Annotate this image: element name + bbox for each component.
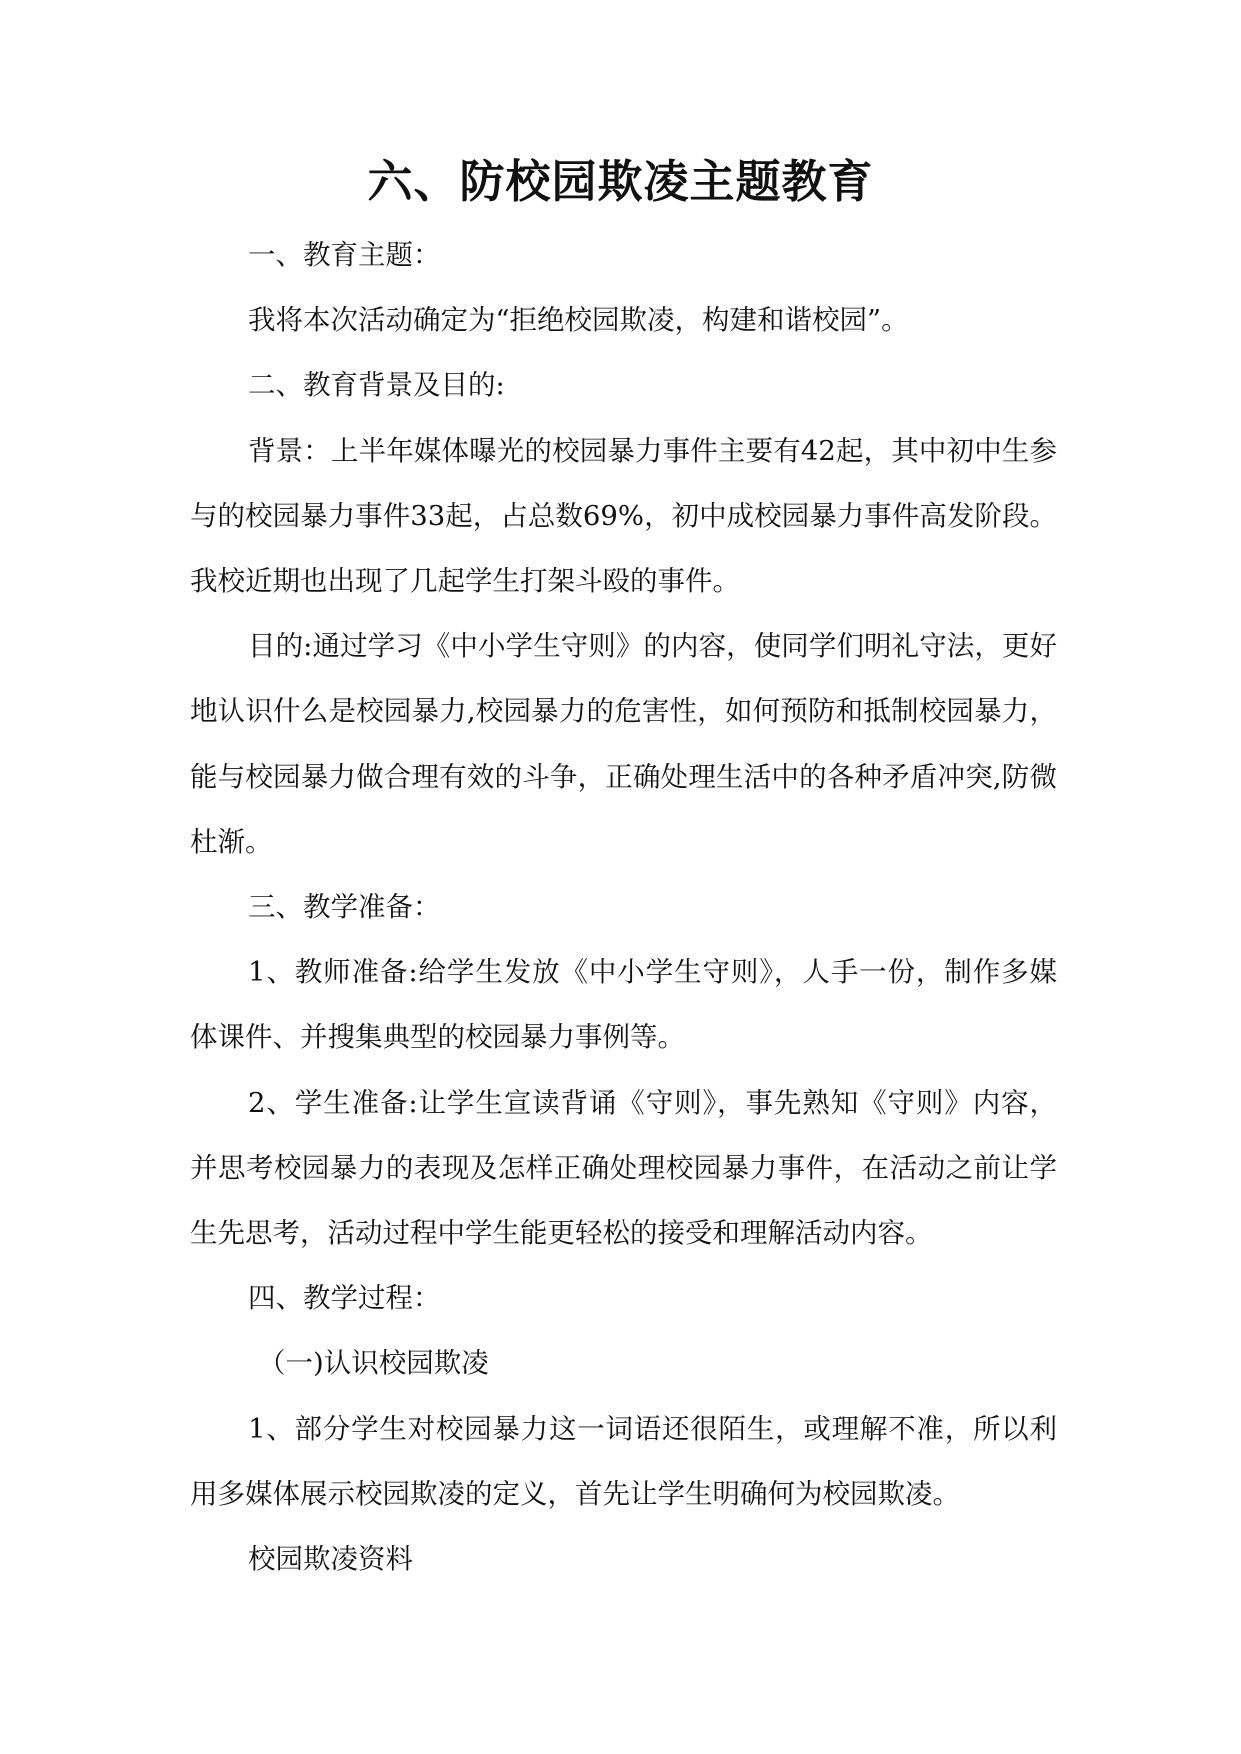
document-body xyxy=(190,223,1057,1592)
subheading-understand-bullying: （一)认识校园欺凌 xyxy=(258,1347,489,1380)
heading-teaching-preparation: 三、教学准备： xyxy=(248,891,441,924)
paragraph-bullying-definition: 1、部分学生对校园暴力这一词语还很陌生，或理解不准，所以利用多媒体展示校园欺凌的定义，首先让学生明确何为校园欺凌。 xyxy=(190,1412,1057,1510)
heading-education-theme: 一、教育主题： xyxy=(248,239,441,271)
heading-teaching-process: 四、教学过程： xyxy=(248,1282,441,1315)
paragraph-student-preparation: 2、学生准备:让学生宣读背诵《守则》，事先熟知《守则》内容，并思考校园暴力的表现及怎样正确处理校园暴力事件，在活动之前让学生先思考，活动过程中学生能更轻松的接受和理解活动内容。 xyxy=(190,1086,1057,1250)
label-bullying-materials: 校园欺凌资料 xyxy=(248,1543,413,1576)
paragraph-teacher-preparation: 1、教师准备:给学生发放《中小学生守则》，人手一份，制作多媒体课件、并搜集典型的校园暴力事例等。 xyxy=(190,956,1057,1054)
paragraph-background: 背景：上半年媒体曝光的校园暴力事件主要有42起，其中初中生参与的校园暴力事件33起，占总数69%，初中成校园暴力事件高发阶段。我校近期也出现了几起学生打架斗殴的事件。 xyxy=(190,434,1057,598)
paragraph-theme-statement: 我将本次活动确定为“拒绝校园欺凌，构建和谐校园”。 xyxy=(248,304,909,337)
paragraph-purpose: 目的:通过学习《中小学生守则》的内容，使同学们明礼守法，更好地认识什么是校园暴力,校园暴力的危害性，如何预防和抵制校园暴力，能与校园暴力做合理有效的斗争，正确处理生活中的各种矛盾冲突,防微杜渐。 xyxy=(190,630,1057,858)
document-title: 六、防校园欺凌主题教育 xyxy=(367,155,874,208)
heading-background-purpose: 二、教育背景及目的: xyxy=(248,369,505,402)
